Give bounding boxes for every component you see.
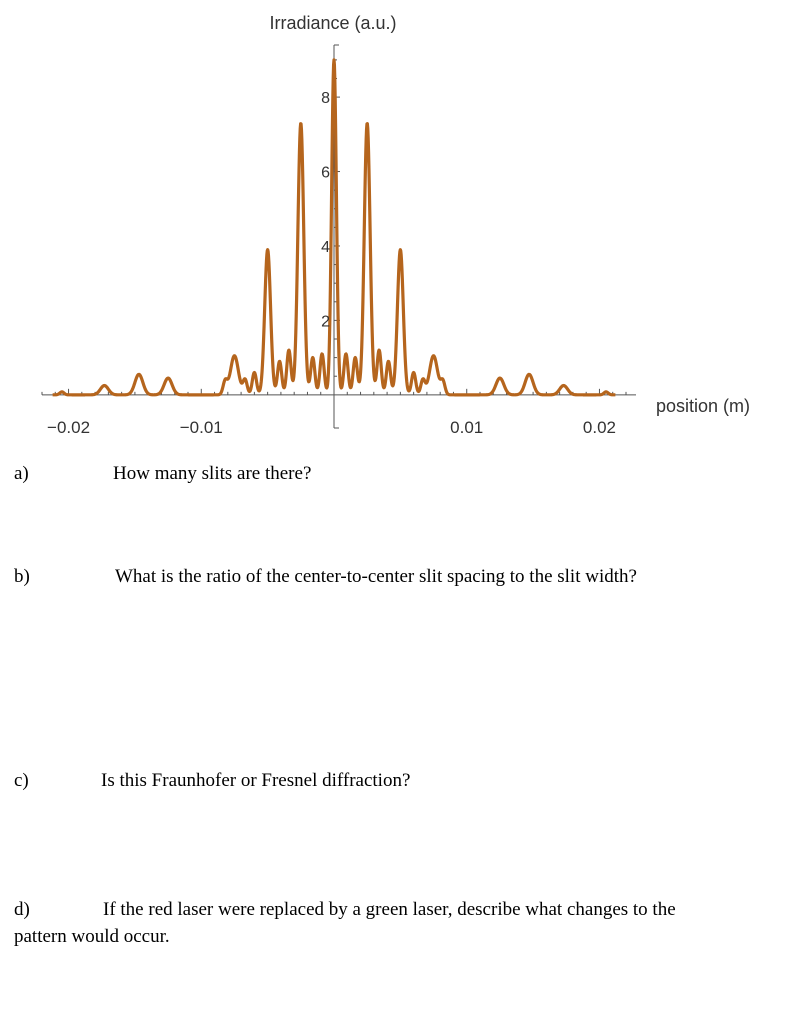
question-b-text: What is the ratio of the center-to-center slit spacing to the slit width? (115, 566, 637, 587)
x-tick-label: −0.01 (179, 418, 223, 437)
question-d-continuation: pattern would occur. (14, 926, 170, 947)
question-c-text: Is this Fraunhofer or Fresnel diffraction? (101, 770, 411, 791)
y-tick-label: 8 (321, 90, 330, 108)
question-a-text: How many slits are there? (113, 463, 312, 484)
question-c-label: c) (14, 770, 29, 791)
x-tick-label: −0.02 (47, 418, 91, 437)
x-tick-labels (47, 418, 616, 437)
diffraction-chart (0, 0, 801, 450)
y-tick-label: 4 (321, 238, 330, 256)
question-b-label: b) (14, 566, 30, 587)
y-tick-label: 6 (321, 164, 330, 182)
x-tick-label: 0.02 (582, 418, 617, 437)
question-a-label: a) (14, 463, 29, 484)
question-d (14, 899, 789, 955)
question-b (14, 566, 784, 594)
question-d-text: If the red laser were replaced by a green laser, describe what changes to the (103, 899, 676, 920)
y-axis-label: Irradiance (a.u.) (269, 13, 397, 33)
y-tick-label: 2 (321, 313, 330, 331)
x-tick-label: 0.01 (450, 418, 484, 437)
question-d-label: d) (14, 899, 30, 920)
question-a (14, 463, 784, 491)
question-c (14, 770, 784, 798)
x-axis-label: position (m) (656, 396, 751, 416)
